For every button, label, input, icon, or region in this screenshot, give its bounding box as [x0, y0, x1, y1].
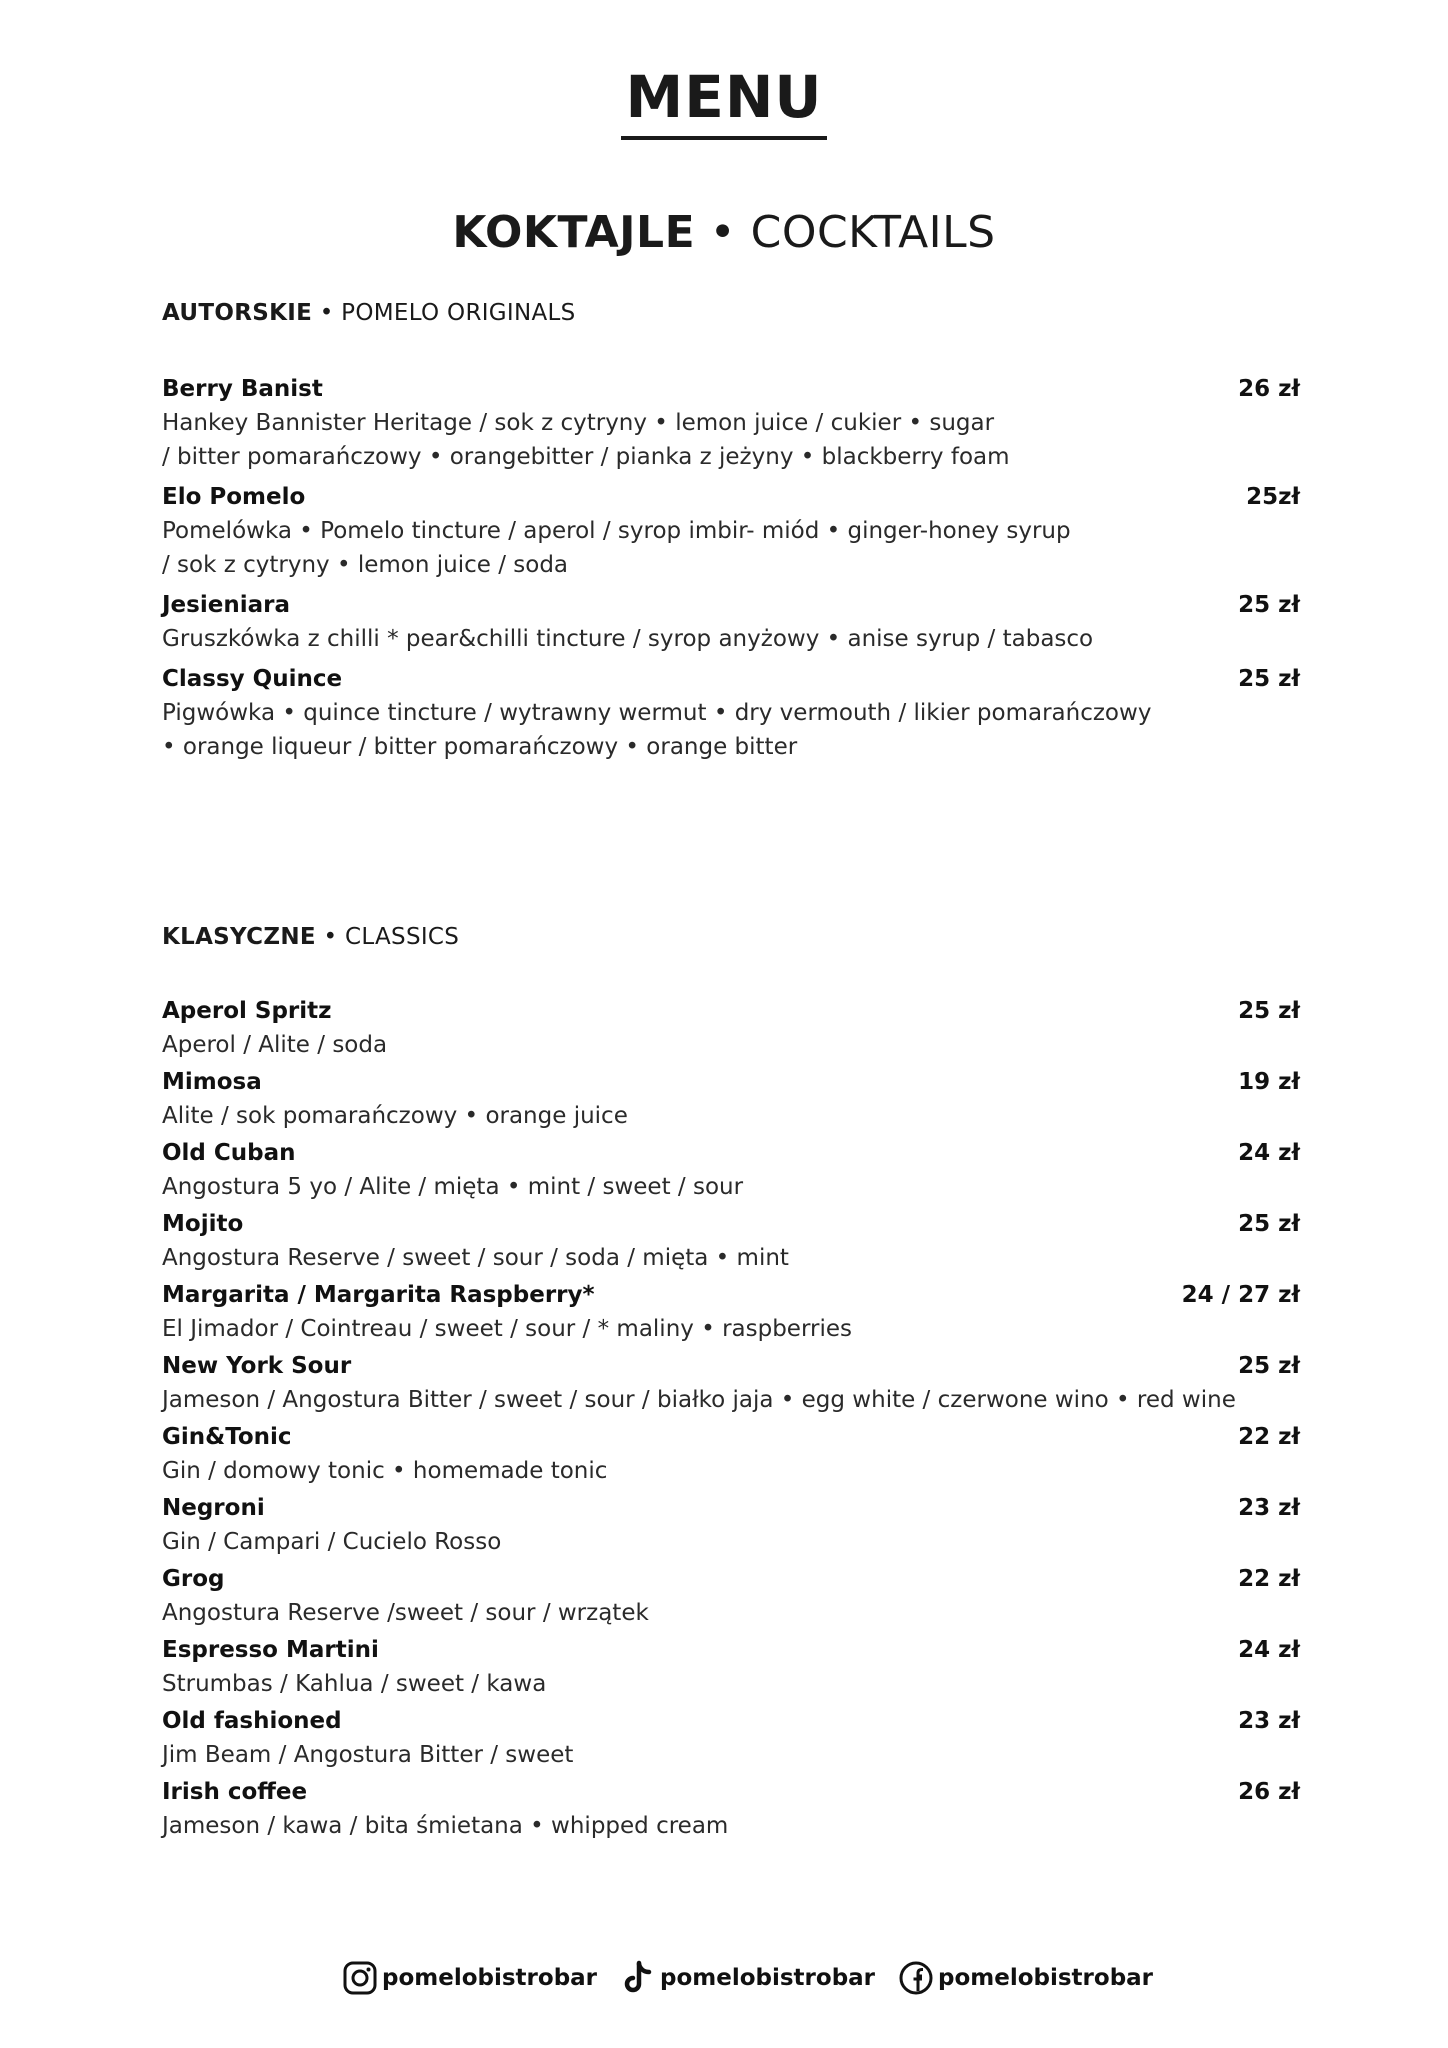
menu-item-name: Berry Banist	[162, 376, 323, 402]
originals-heading	[162, 298, 576, 328]
menu-item-name: Espresso Martini	[162, 1637, 379, 1663]
menu-item-price: 23 zł	[1238, 1708, 1300, 1734]
menu-item-price: 26 zł	[1238, 1779, 1300, 1805]
menu-item-price: 25 zł	[1238, 666, 1300, 692]
menu-item-price: 22 zł	[1238, 1424, 1300, 1450]
menu-item-description: Gin / Campari / Cucielo Rosso	[162, 1529, 502, 1555]
menu-item	[162, 1136, 1300, 1204]
menu-item	[162, 994, 1300, 1062]
menu-item-description: Pigwówka • quince tincture / wytrawny wermut • dry vermouth / likier pomarańczowy	[162, 700, 1152, 726]
menu-item-price: 25zł	[1246, 484, 1300, 510]
menu-item	[162, 1491, 1300, 1559]
menu-item-description: Jim Beam / Angostura Bitter / sweet	[162, 1742, 574, 1768]
menu-item-description: / bitter pomarańczowy • orangebitter / pianka z jeżyny • blackberry foam	[162, 444, 1010, 470]
instagram-handle: pomelobistrobar	[382, 1965, 598, 1991]
menu-item	[162, 1065, 1300, 1133]
menu-item-name: Negroni	[162, 1495, 265, 1521]
menu-item	[162, 588, 1300, 656]
facebook-icon	[898, 1960, 934, 1996]
classics-list	[162, 994, 1300, 1843]
instagram-icon	[342, 1960, 378, 1996]
menu-item-name: Mojito	[162, 1211, 244, 1237]
section-heading	[0, 205, 1448, 261]
menu-item-name: New York Sour	[162, 1353, 352, 1379]
section-heading-strong: KOKTAJLE	[452, 207, 696, 258]
menu-item	[162, 1349, 1300, 1417]
menu-item-description: Jameson / kawa / bita śmietana • whipped cream	[162, 1813, 729, 1839]
classics-heading-rest: • CLASSICS	[323, 924, 460, 950]
menu-item-description: Pomelówka • Pomelo tincture / aperol / syrop imbir- miód • ginger-honey syrup	[162, 518, 1071, 544]
social-link-instagram[interactable]	[342, 1960, 597, 1996]
menu-item-name: Classy Quince	[162, 666, 343, 692]
menu-item-name: Elo Pomelo	[162, 484, 306, 510]
menu-item-description: Alite / sok pomarańczowy • orange juice	[162, 1103, 628, 1129]
menu-item-description: Angostura Reserve /sweet / sour / wrzątek	[162, 1600, 649, 1626]
menu-item	[162, 662, 1300, 764]
menu-item-price: 22 zł	[1238, 1566, 1300, 1592]
originals-list	[162, 372, 1300, 764]
menu-title	[0, 62, 1448, 140]
menu-item-name: Mimosa	[162, 1069, 262, 1095]
menu-item-description: Jameson / Angostura Bitter / sweet / sour / białko jaja • egg white / czerwone wino • red wine	[162, 1387, 1236, 1413]
menu-item-name: Gin&Tonic	[162, 1424, 292, 1450]
social-link-tiktok[interactable]	[620, 1960, 875, 1996]
menu-item	[162, 480, 1300, 582]
menu-item-price: 25 zł	[1238, 1353, 1300, 1379]
section-heading-light: COCKTAILS	[750, 207, 996, 258]
social-link-facebook[interactable]	[898, 1960, 1153, 1996]
menu-item-description: Angostura 5 yo / Alite / mięta • mint / sweet / sour	[162, 1174, 744, 1200]
menu-item	[162, 1207, 1300, 1275]
menu-item-description: El Jimador / Cointreau / sweet / sour / * maliny • raspberries	[162, 1316, 852, 1342]
menu-item-name: Irish coffee	[162, 1779, 308, 1805]
menu-item-price: 24 zł	[1238, 1637, 1300, 1663]
menu-item-name: Old fashioned	[162, 1708, 342, 1734]
menu-item-price: 23 zł	[1238, 1495, 1300, 1521]
menu-item	[162, 1420, 1300, 1488]
menu-item-description: / sok z cytryny • lemon juice / soda	[162, 552, 569, 578]
menu-item	[162, 1278, 1300, 1346]
menu-item-description: • orange liqueur / bitter pomarańczowy • orange bitter	[162, 734, 798, 760]
menu-item-description: Angostura Reserve / sweet / sour / soda / mięta • mint	[162, 1245, 789, 1271]
menu-item	[162, 1775, 1300, 1843]
menu-item-description: Gin / domowy tonic • homemade tonic	[162, 1458, 608, 1484]
facebook-handle: pomelobistrobar	[938, 1965, 1154, 1991]
menu-item-price: 25 zł	[1238, 592, 1300, 618]
section-heading-separator: •	[709, 207, 737, 258]
menu-item-price: 25 zł	[1238, 1211, 1300, 1237]
menu-item-name: Grog	[162, 1566, 225, 1592]
menu-item-description: Gruszkówka z chilli * pear&chilli tincture / syrop anyżowy • anise syrup / tabasco	[162, 626, 1094, 652]
menu-title-text: MENU	[621, 62, 828, 140]
menu-item-name: Margarita / Margarita Raspberry*	[162, 1282, 595, 1308]
menu-item-price: 19 zł	[1238, 1069, 1300, 1095]
menu-item-price: 24 / 27 zł	[1181, 1282, 1300, 1308]
tiktok-icon	[620, 1960, 656, 1996]
menu-item-price: 26 zł	[1238, 376, 1300, 402]
menu-item-name: Old Cuban	[162, 1140, 296, 1166]
menu-item	[162, 1704, 1300, 1772]
originals-heading-rest: • POMELO ORIGINALS	[319, 300, 576, 326]
tiktok-handle: pomelobistrobar	[660, 1965, 876, 1991]
originals-heading-strong: AUTORSKIE	[162, 300, 313, 326]
menu-item	[162, 1633, 1300, 1701]
social-footer	[0, 1960, 1448, 2010]
menu-item	[162, 372, 1300, 474]
classics-heading-strong: KLASYCZNE	[162, 924, 316, 950]
menu-item-description: Hankey Bannister Heritage / sok z cytryny • lemon juice / cukier • sugar	[162, 410, 995, 436]
menu-item	[162, 1562, 1300, 1630]
menu-item-price: 25 zł	[1238, 998, 1300, 1024]
classics-heading	[162, 922, 459, 952]
menu-item-name: Aperol Spritz	[162, 998, 332, 1024]
menu-item-description: Aperol / Alite / soda	[162, 1032, 388, 1058]
menu-item-name: Jesieniara	[162, 592, 290, 618]
menu-item-price: 24 zł	[1238, 1140, 1300, 1166]
menu-item-description: Strumbas / Kahlua / sweet / kawa	[162, 1671, 547, 1697]
